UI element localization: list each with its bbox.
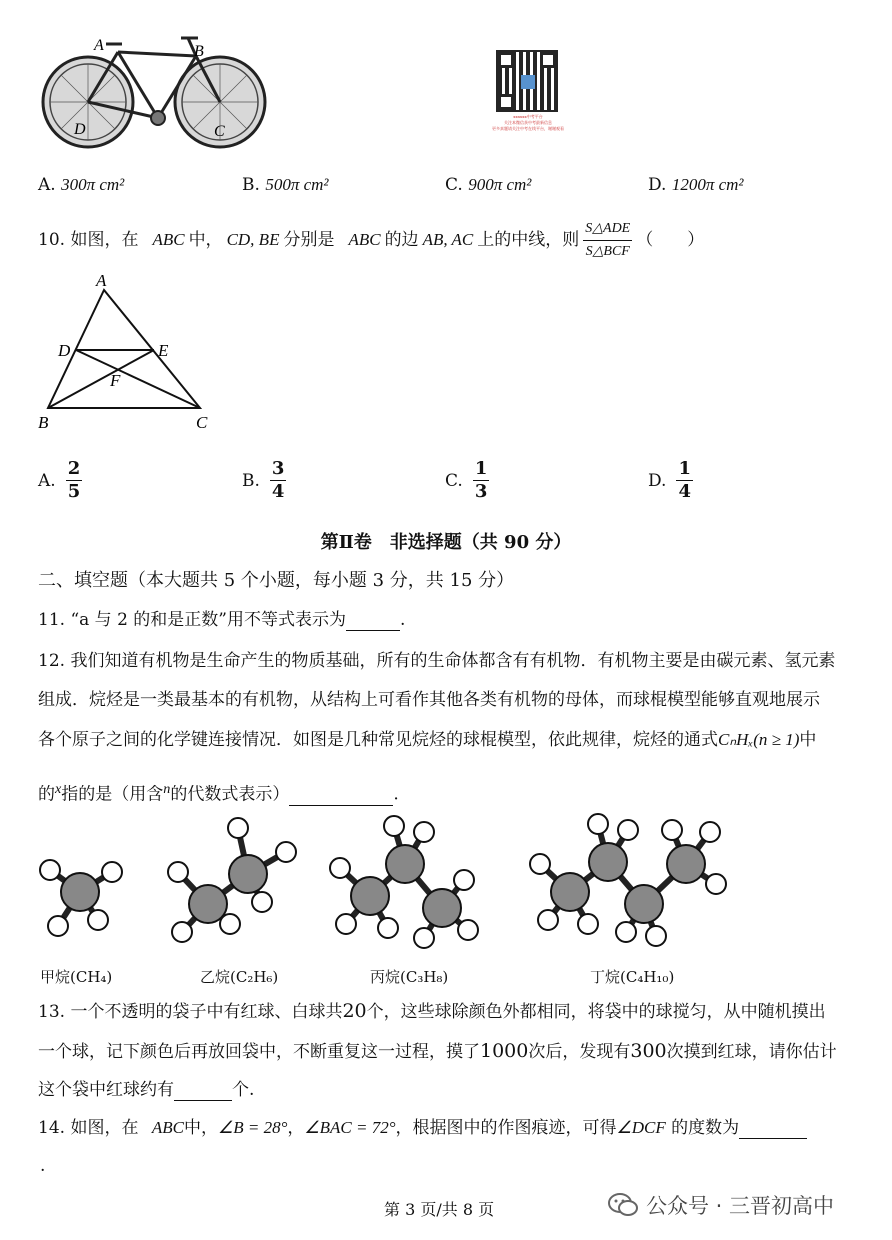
bicycle-figure xyxy=(36,30,272,150)
angle-dcf: ∠DCF xyxy=(616,1118,666,1137)
option-letter: D. xyxy=(648,175,667,195)
q10-triangle: ABC xyxy=(152,230,185,249)
alkane-formula: CₙHₓ(n ≥ 1) xyxy=(718,730,800,749)
q14-triangle: ABC xyxy=(151,1118,184,1137)
ratio-denominator: S△BCF xyxy=(585,243,630,259)
q13-text: 13. 一个不透明的袋子中有红球、白球共 xyxy=(38,1002,343,1022)
qr-code xyxy=(496,50,558,112)
molecule-label-propane: 丙烷(C₃H₈) xyxy=(370,968,449,986)
page-number: 第 3 页/共 8 页 xyxy=(384,1200,495,1219)
q9-option-a xyxy=(38,175,124,195)
q10-triangle: ABC xyxy=(348,230,381,249)
q10-segments: CD, BE xyxy=(226,230,280,249)
red-count: 300 xyxy=(630,1040,667,1062)
wechat-icon xyxy=(608,1192,638,1218)
q13-line xyxy=(38,1080,254,1101)
q14-text: ，根据图中的作图痕迹，可得 xyxy=(395,1118,617,1138)
option-letter: A. xyxy=(38,470,56,491)
q11 xyxy=(38,610,405,631)
q10-option-a xyxy=(38,458,82,503)
bike-label-c: C xyxy=(214,123,225,140)
point-f: F xyxy=(110,371,121,390)
qr-caption-line: xxxxxx中考平台 xyxy=(513,114,543,119)
qr-caption-line: 关注本微信获中考最新信息 xyxy=(504,120,552,125)
molecule-label-butane: 丁烷(C₄H₁₀) xyxy=(590,968,675,986)
option-fraction xyxy=(473,458,490,503)
q11-text: 11. “a 与 2 的和是正数”用不等式表示为 xyxy=(38,610,346,630)
fraction-numerator: 1 xyxy=(678,458,691,479)
answer-paren: （ ） xyxy=(636,230,705,250)
option-fraction xyxy=(66,458,83,503)
q10-text: 上的中线，则 xyxy=(477,230,580,250)
qr-caption xyxy=(488,114,568,132)
molecule-label-ethane: 乙烷(C₂H₆) xyxy=(200,968,279,986)
var-x: x xyxy=(55,781,62,797)
triangle-figure xyxy=(34,270,219,435)
angle-bac: ∠BAC = 72° xyxy=(304,1118,396,1137)
watermark-text: 公众号 · 三晋初高中 xyxy=(646,1194,835,1218)
answer-blank[interactable] xyxy=(289,785,393,806)
q10-text: 的边 xyxy=(384,230,419,250)
bike-label-b: B xyxy=(194,43,204,60)
bike-label-d: D xyxy=(74,121,86,138)
bike-label-a: A xyxy=(94,37,104,54)
q10-option-d xyxy=(648,458,693,503)
q12-text: 指的是（用含 xyxy=(61,784,164,805)
q12-line xyxy=(38,779,399,806)
option-letter: C. xyxy=(445,175,463,195)
fraction-denominator: 4 xyxy=(271,481,285,502)
option-fraction xyxy=(270,458,287,503)
q13-line xyxy=(38,1001,826,1022)
point-d: D xyxy=(58,341,71,360)
molecule-label-methane: 甲烷(CH₄) xyxy=(40,968,113,986)
q14-end: . xyxy=(40,1156,46,1176)
q14-text: 中， xyxy=(183,1118,218,1138)
q10-text: 分别是 xyxy=(283,230,335,250)
option-value: 900π cm² xyxy=(468,175,532,194)
q10-option-b xyxy=(242,458,286,503)
q12-line: 12. 我们知道有机物是生命产生的物质基础，所有的生命体都含有有机物．有机物主要是由碳元素、氢元素 xyxy=(38,651,836,671)
q11-end: . xyxy=(399,610,406,630)
q12-text: 的代数式表示） xyxy=(170,784,290,805)
q10-stem xyxy=(38,218,704,262)
q10-text: 中， xyxy=(188,230,223,250)
option-letter: D. xyxy=(648,470,667,491)
option-letter: C. xyxy=(445,470,463,491)
q14-text: 14. 如图，在 xyxy=(38,1118,139,1138)
option-letter: A. xyxy=(38,175,56,195)
point-a: A xyxy=(96,271,107,290)
point-c: C xyxy=(196,413,208,432)
fraction-denominator: 3 xyxy=(474,481,488,502)
q13-text: 次摸到红球，请你估计 xyxy=(666,1042,837,1062)
qr-caption-line: 更多真题请关注中考在线平台，谢谢观看 xyxy=(492,126,564,131)
molecule-figures xyxy=(30,812,750,962)
point-b: B xyxy=(38,413,49,432)
section-title: 第Ⅱ卷 非选择题（共 90 分） xyxy=(320,532,572,553)
q12-text: 各个原子之间的化学键连接情况．如图是几种常见烷烃的球棍模型，依此规律，烷烃的通式 xyxy=(38,730,718,750)
watermark xyxy=(608,1190,834,1220)
q9-option-d xyxy=(648,175,744,195)
option-value: 500π cm² xyxy=(265,175,329,194)
q13-text: 次后，发现有 xyxy=(528,1042,631,1062)
fraction-numerator: 3 xyxy=(271,458,285,479)
draw-count: 1000 xyxy=(480,1040,529,1062)
answer-blank[interactable] xyxy=(346,610,400,631)
part-heading: 二、填空题（本大题共 5 个小题，每小题 3 分，共 15 分） xyxy=(38,570,515,591)
answer-blank[interactable] xyxy=(739,1118,807,1139)
q12-text: 的 xyxy=(38,784,55,805)
q13-line xyxy=(38,1041,837,1062)
option-letter: B. xyxy=(242,470,260,491)
q14-text: 的度数为 xyxy=(671,1118,740,1138)
q13-text: 个. xyxy=(232,1080,255,1100)
point-e: E xyxy=(158,341,169,360)
q12-line xyxy=(38,730,816,750)
var-n: n xyxy=(163,781,171,797)
fraction-denominator: 5 xyxy=(67,481,81,502)
fraction-denominator: 4 xyxy=(678,481,691,502)
fraction-numerator: 2 xyxy=(67,458,81,479)
option-fraction xyxy=(676,458,693,503)
q14: 14. 如图，在 ABC中，∠B = 28°，∠BAC = 72°，根据图中的作图痕迹，可得∠DCF 的度数为 xyxy=(38,1118,807,1139)
answer-blank[interactable] xyxy=(174,1080,232,1101)
total-balls: 20 xyxy=(342,1000,367,1022)
q10-sides: AB, AC xyxy=(422,230,474,249)
q13-text: 个，这些球除颜色外都相同，将袋中的球搅匀，从中随机摸出 xyxy=(366,1002,826,1022)
option-value: 1200π cm² xyxy=(671,175,744,194)
q10-area-ratio xyxy=(583,218,632,263)
option-value: 300π cm² xyxy=(61,175,125,194)
ratio-numerator: S△ADE xyxy=(583,218,632,241)
fraction-numerator: 1 xyxy=(474,458,488,479)
angle-b: ∠B = 28° xyxy=(217,1118,288,1137)
q9-option-c xyxy=(445,175,531,195)
option-letter: B. xyxy=(242,175,260,195)
q12-end: . xyxy=(393,784,399,805)
q12-line: 组成．烷烃是一类最基本的有机物，从结构上可看作其他各类有机物的母体，而球棍模型能够直观地展示 xyxy=(38,690,820,710)
q9-option-b xyxy=(242,175,329,195)
q12-text: 中 xyxy=(799,730,817,750)
q13-text: 这个袋中红球约有 xyxy=(38,1080,174,1100)
q13-text: 一个球，记下颜色后再放回袋中，不断重复这一过程，摸了 xyxy=(38,1042,480,1062)
q10-option-c xyxy=(445,458,489,503)
q10-prefix: 10. 如图，在 xyxy=(38,230,139,250)
